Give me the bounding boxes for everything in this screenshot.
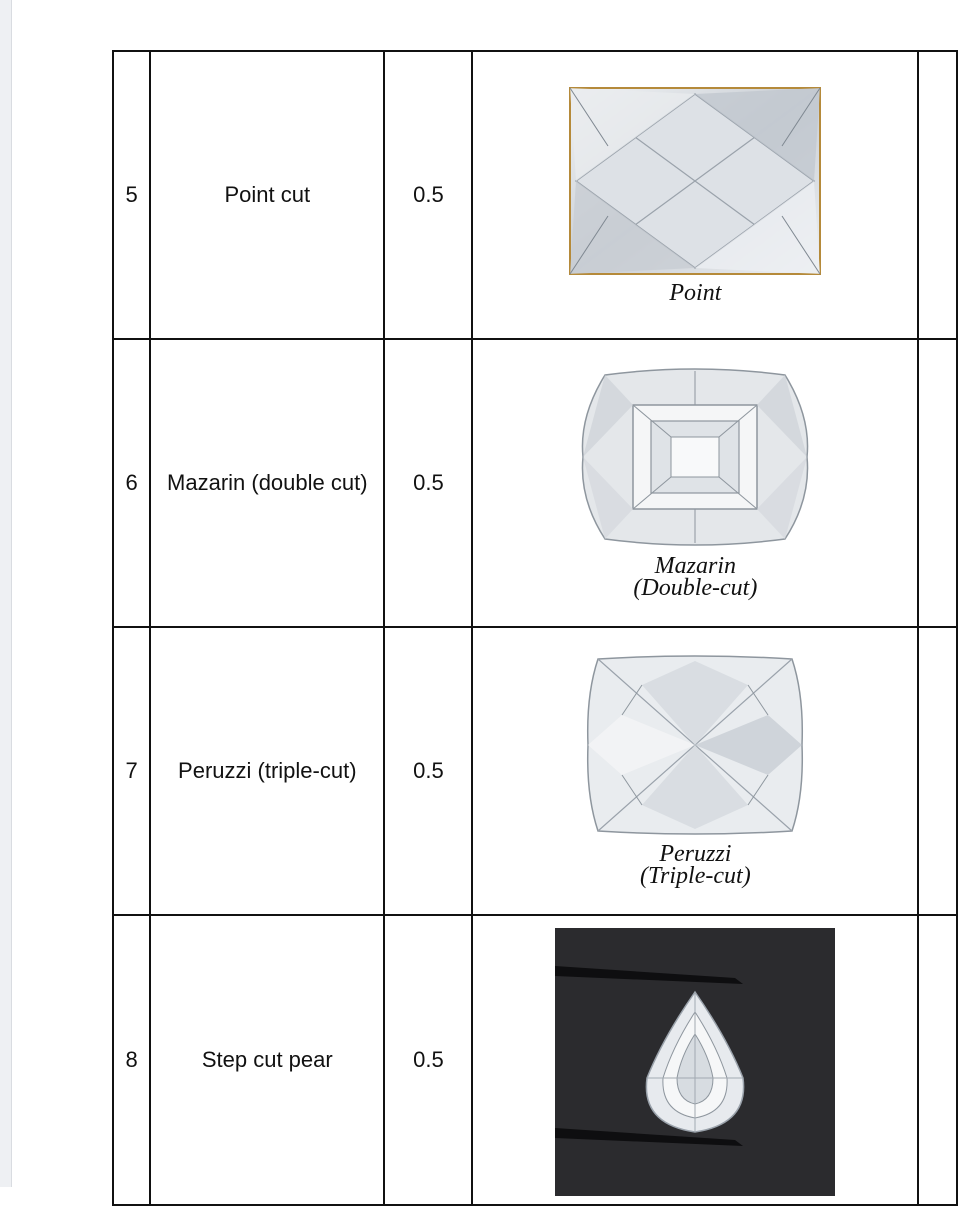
mazarin-gem-icon [575, 367, 815, 547]
cut-name-cell: Mazarin (double cut) [150, 339, 384, 627]
image-cell [472, 627, 918, 915]
step-cut-pear-photo-icon [555, 928, 835, 1196]
value-cell: 0.5 [384, 51, 472, 339]
gem-caption-line: (Double-cut) [633, 575, 758, 601]
gem-cuts-table [112, 50, 958, 1206]
extra-cell [918, 627, 957, 915]
peruzzi-gem-icon [582, 655, 808, 835]
row-number-cell: 5 [113, 51, 150, 339]
table-row [113, 915, 957, 1205]
row-number-cell: 6 [113, 339, 150, 627]
value-cell: 0.5 [384, 915, 472, 1205]
cut-name-cell: Point cut [150, 51, 384, 339]
table-row [113, 51, 957, 339]
page-left-gutter [0, 0, 12, 1187]
extra-cell [918, 915, 957, 1205]
value-cell: 0.5 [384, 627, 472, 915]
row-number-cell: 8 [113, 915, 150, 1205]
table-row [113, 339, 957, 627]
image-cell [472, 339, 918, 627]
gem-caption-line: Point [669, 280, 722, 306]
image-cell [472, 51, 918, 339]
extra-cell [918, 339, 957, 627]
table-row [113, 627, 957, 915]
gem-caption-line: Mazarin [654, 553, 737, 579]
cut-name-cell: Peruzzi (triple-cut) [150, 627, 384, 915]
row-number-cell: 7 [113, 627, 150, 915]
cut-name-cell: Step cut pear [150, 915, 384, 1205]
gem-caption-line: (Triple-cut) [640, 863, 751, 889]
image-cell [472, 915, 918, 1205]
point-cut-gem-icon [568, 86, 822, 276]
value-cell: 0.5 [384, 339, 472, 627]
extra-cell [918, 51, 957, 339]
gem-caption-line: Peruzzi [659, 841, 732, 867]
